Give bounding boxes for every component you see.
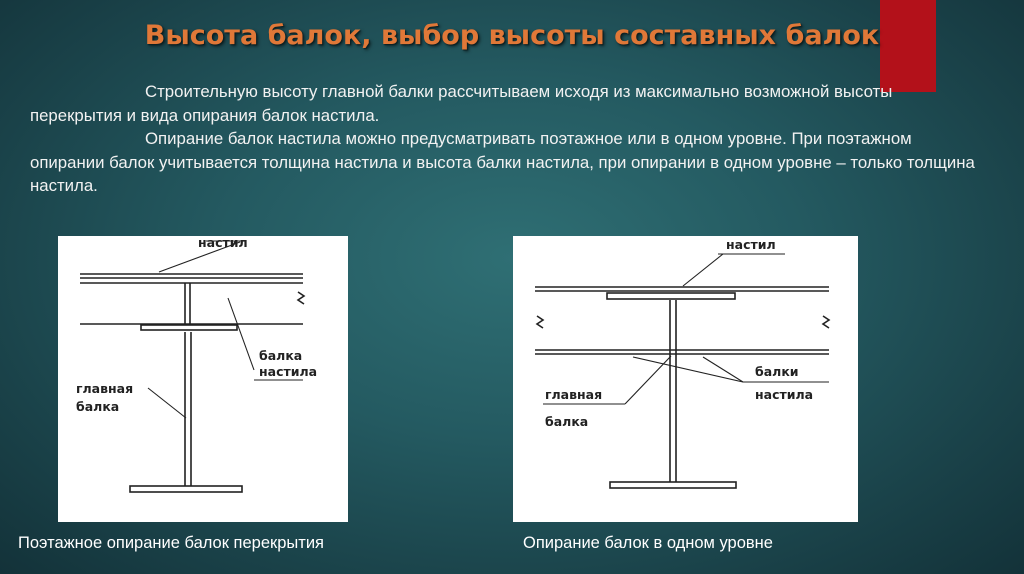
diagram-level-support (513, 236, 858, 522)
body-text (30, 80, 980, 198)
label-main-1: главная (545, 387, 603, 402)
leader-secondary (228, 298, 254, 370)
diagram-floor-support (58, 236, 348, 522)
break-mark-right (298, 292, 304, 304)
diagram-level-support-drawing (513, 236, 858, 522)
main-bottom-flange (610, 482, 736, 488)
main-top-flange (607, 293, 735, 299)
label-main-2: балка (545, 414, 589, 429)
break-mark-left (537, 316, 543, 328)
caption-right: Опирание балок в одном уровне (523, 534, 773, 552)
paragraph-1: Строительную высоту главной балки рассчитываем исходя из максимально возможной высоты перекрытия и вида опирания балок настила. (30, 82, 893, 125)
label-main-1: главная (76, 381, 134, 396)
label-main-2: балка (76, 399, 120, 414)
diagram-floor-support-drawing (58, 236, 348, 522)
leader-main (625, 356, 671, 404)
label-deck: настил (726, 237, 776, 252)
leader-deck (683, 254, 723, 286)
slide-title: Высота балок, выбор высоты составных балок (144, 20, 880, 51)
leader-secondary-b (703, 357, 743, 382)
break-mark-right (823, 316, 829, 328)
caption-left: Поэтажное опирание балок перекрытия (18, 534, 324, 552)
label-secondary-1: балка (259, 348, 303, 363)
bearing-plate (141, 325, 237, 330)
paragraph-2: Опирание балок настила можно предусматривать поэтажное или в одном уровне. При поэтажном опирании балок учитывается толщина настила и высота балки настила, при опирании в одном уровне – только толщина настила. (30, 129, 975, 195)
leader-main (148, 388, 186, 418)
label-secondary-2: настила (259, 364, 318, 379)
label-secondary-2: настила (755, 387, 814, 402)
label-deck: настил (198, 236, 248, 250)
main-bottom-flange (130, 486, 242, 492)
label-secondary-1: балки (755, 364, 799, 379)
